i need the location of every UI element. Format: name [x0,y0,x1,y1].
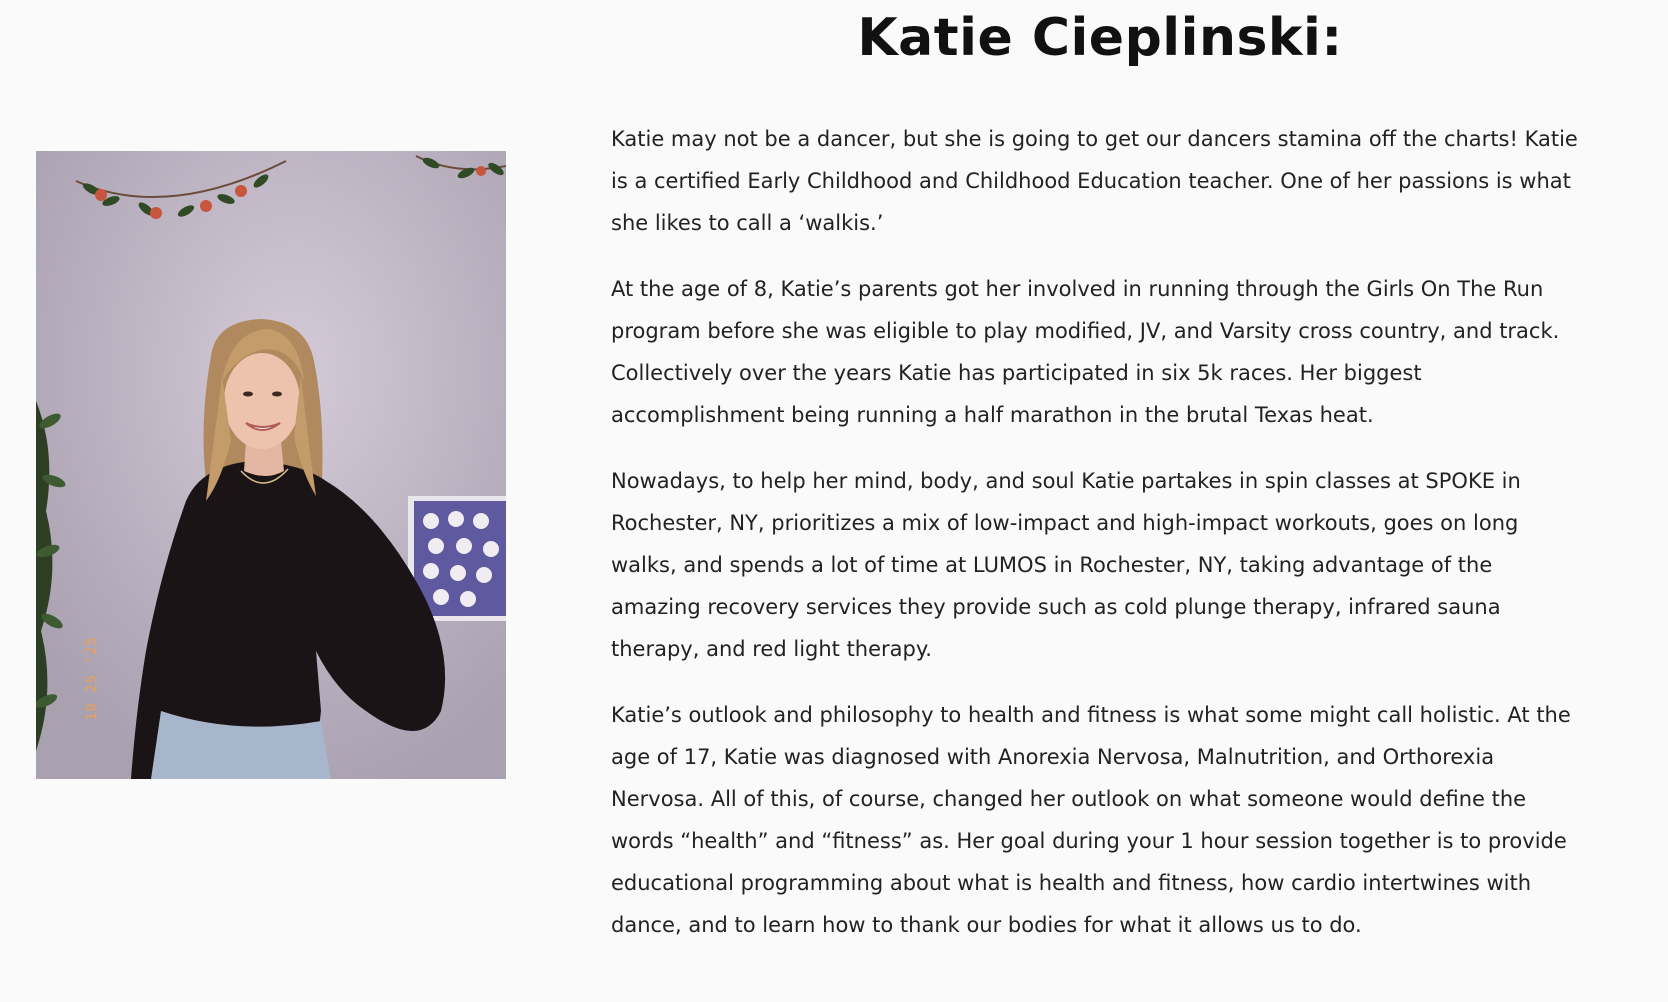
bio-paragraph-1: Katie may not be a dancer, but she is going to get our dancers stamina off the charts! Katie is a certified Early Childhood and Childhood Education teacher. One of her passions is what she likes to call a ‘walkis.’ [611,127,1578,235]
bio-section [611,118,1586,970]
photo-date-stamp: 10 25 '25 [84,636,100,721]
page-title: Katie Cieplinski: [857,8,1343,68]
bio-paragraph-2: At the age of 8, Katie’s parents got her involved in running through the Girls On The Run program before she was eligible to play modified, JV, and Varsity cross country, and track. Collectively over the years Katie has participated in six 5k races. Her biggest accomplishment being running a half marathon in the brutal Texas heat. [611,277,1560,427]
bio-paragraph-4: Katie’s outlook and philosophy to health and fitness is what some might call holistic. At the age of 17, Katie was diagnosed with Anorexia Nervosa, Malnutrition, and Orthorexia Nervosa. All of this, of course, changed her outlook on what someone would define the words “health” and “fitness” as. Her goal during your 1 hour session together is to provide educational programming about what is health and fitness, how cardio intertwines with dance, and to learn how to thank our bodies for what it allows us to do. [611,703,1571,937]
bio-paragraph-3: Nowadays, to help her mind, body, and soul Katie partakes in spin classes at SPOKE in Rochester, NY, prioritizes a mix of low-impact and high-impact workouts, goes on long walks, and spends a lot of time at LUMOS in Rochester, NY, taking advantage of the amazing recovery services they provide such as cold plunge therapy, infrared sauna therapy, and red light therapy. [611,469,1521,661]
profile-photo [36,151,506,779]
